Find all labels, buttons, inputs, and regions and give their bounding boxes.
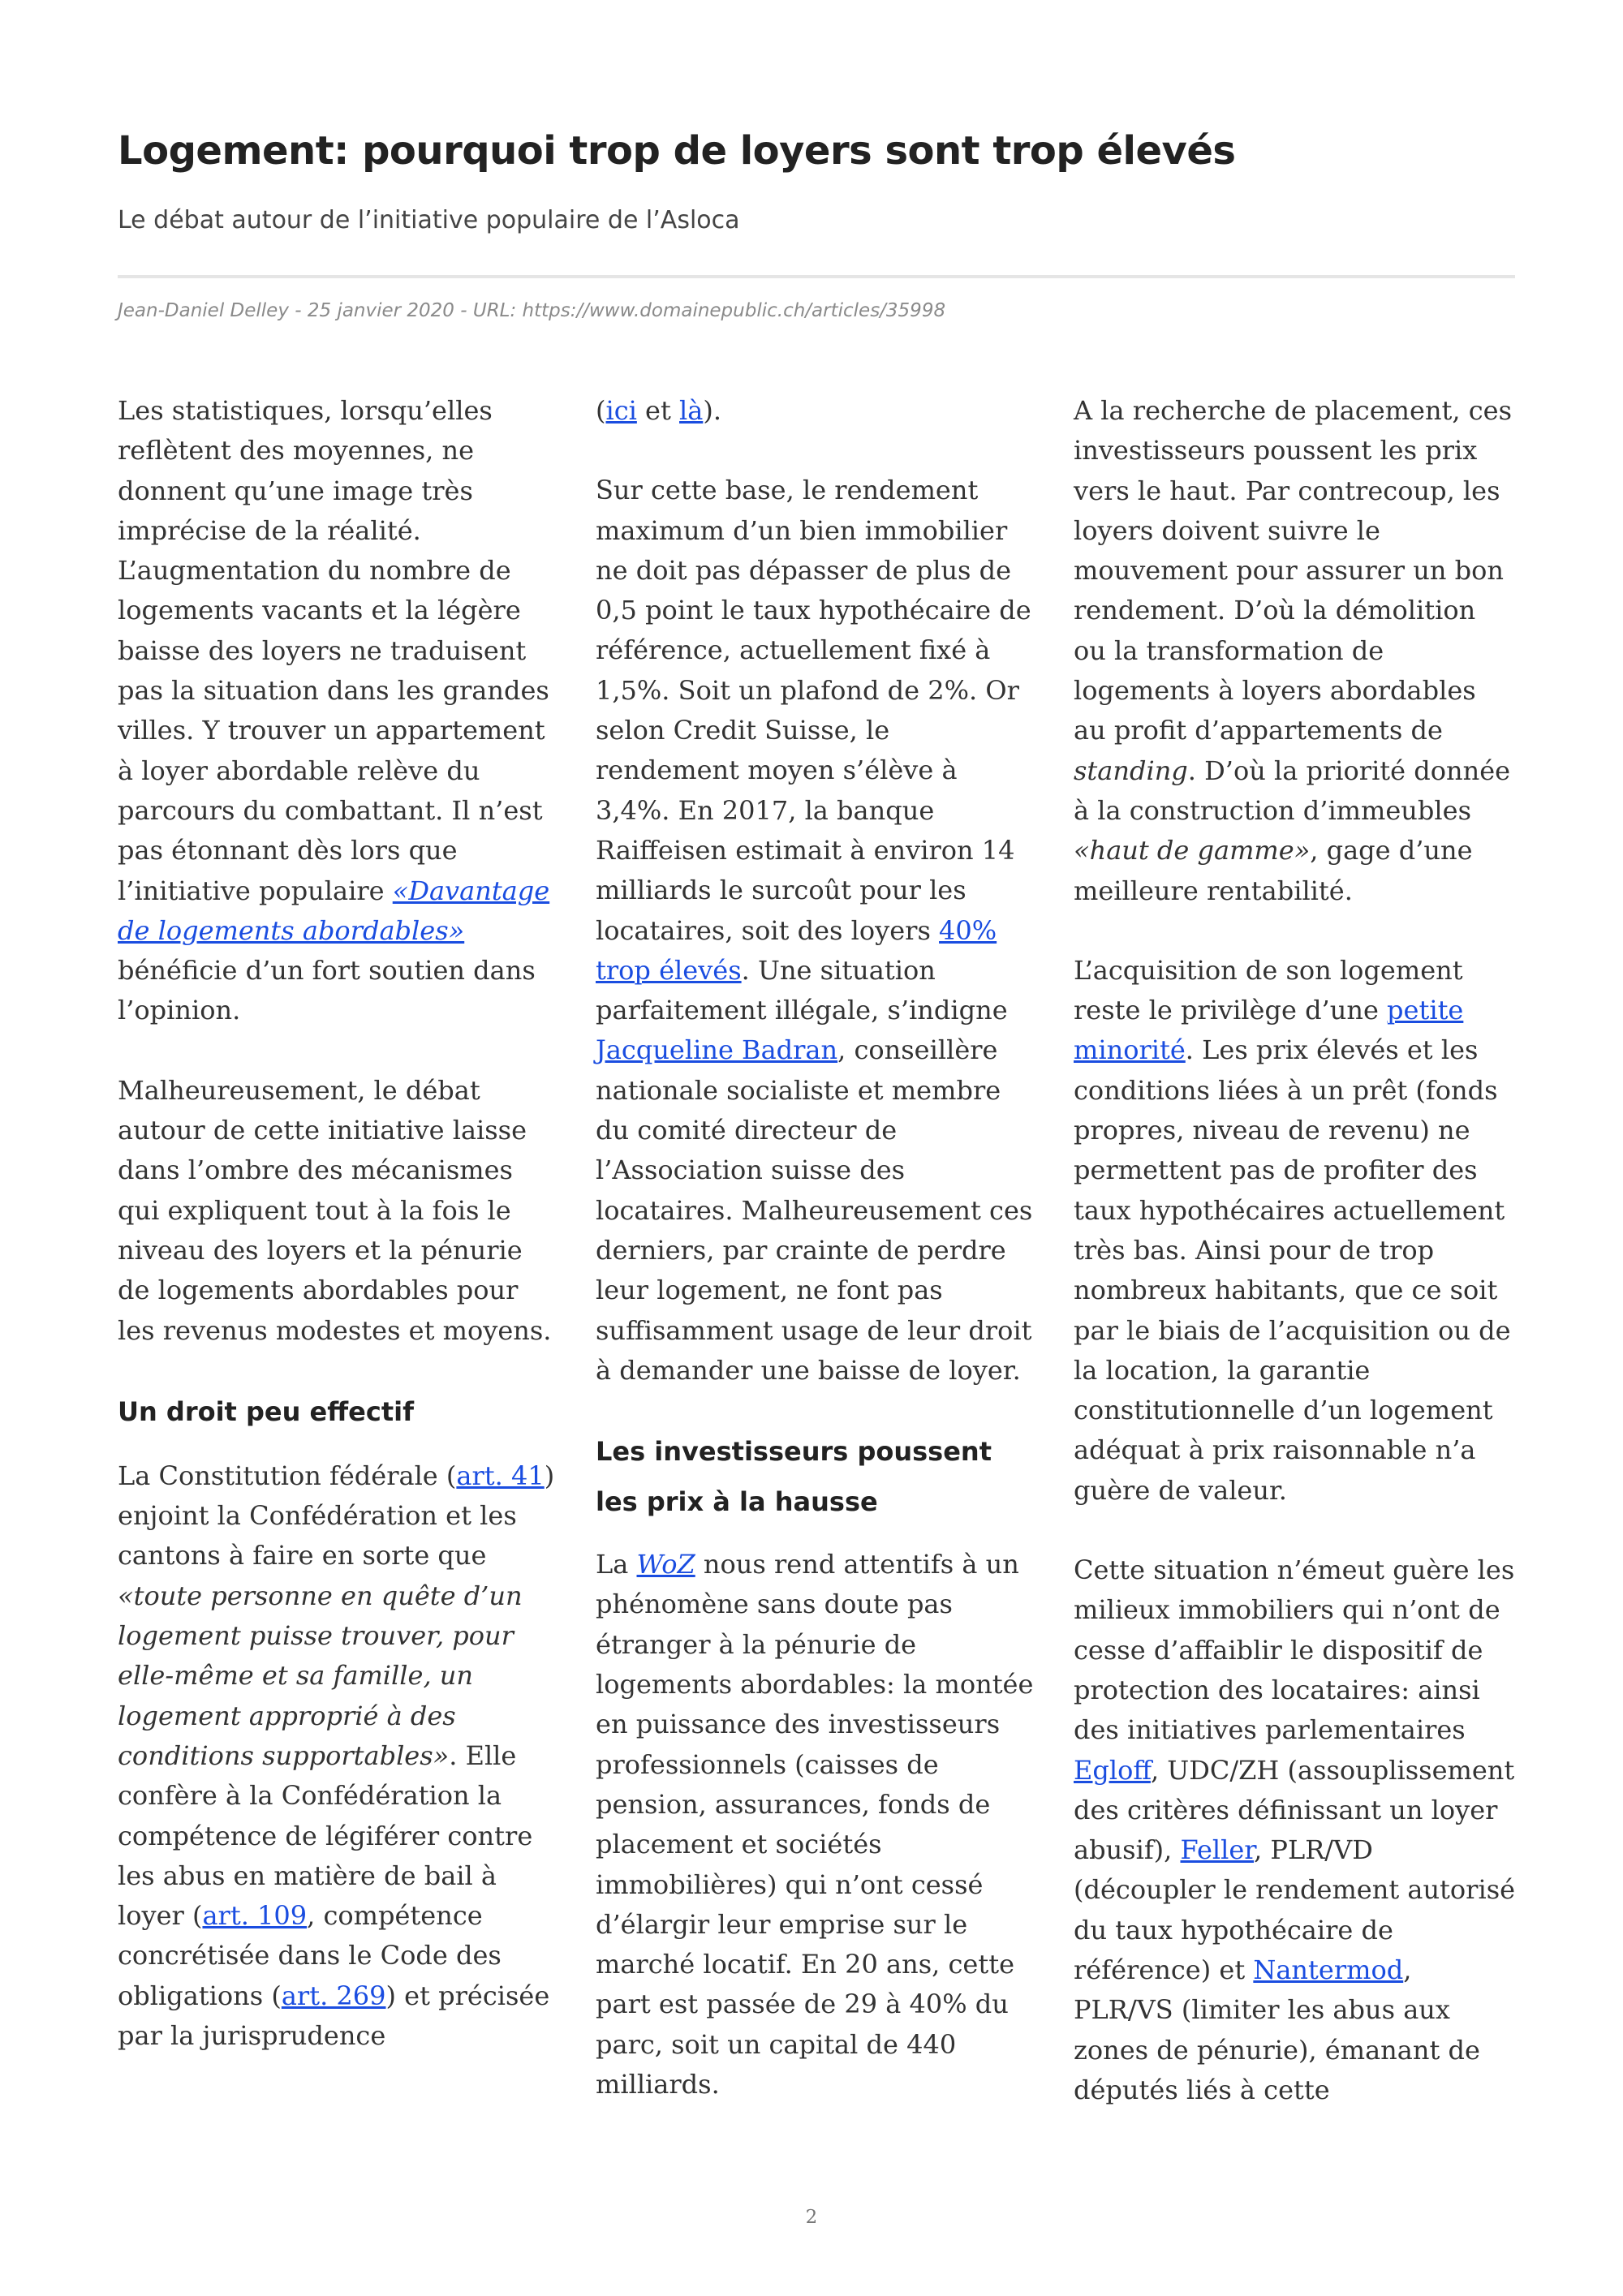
paragraph	[118, 391, 560, 1031]
text: , conseillère nationale socialiste et membre du comité directeur de l’Association suisse des locataires. Malheureusement ces derniers, par crainte de perdre leur logement, ne font pas suffisamment usage de leur droit à demander une baisse de loyer.	[596, 1034, 1033, 1386]
paragraph	[118, 1456, 560, 2056]
column-3	[1074, 391, 1516, 2150]
link-art-41[interactable]: art. 41	[456, 1460, 545, 1491]
article-subtitle: Le débat autour de l’initiative populaire de l’Asloca	[118, 206, 740, 234]
link-petite-minorite[interactable]: petite minorité	[1074, 995, 1464, 1066]
text: La	[596, 1549, 637, 1580]
article-meta: Jean-Daniel Delley - 25 janvier 2020 - URL: https://www.domainepublic.ch/articles/35998	[118, 300, 946, 321]
link-jacqueline-badran[interactable]: Jacqueline Badran	[596, 1034, 838, 1066]
page-number: 2	[805, 2207, 818, 2228]
text: ) enjoint la Confédération et les cantons à faire en sorte que	[118, 1460, 555, 1572]
paragraph: Malheureusement, le débat autour de cette initiative laisse dans l’ombre des mécanismes qui expliquent tout à la fois le niveau des loyers et la pénurie de logements abordables pour les revenus modestes et moyens.	[118, 1074, 552, 1346]
link-ici[interactable]: ici	[605, 395, 637, 426]
link-text: WoZ	[636, 1549, 695, 1580]
text: . Une situation parfaitement illégale, s’indigne	[596, 954, 1008, 1026]
text: , compétence concrétisée dans le Code des obligations (	[118, 1900, 502, 2011]
link-art-109[interactable]: art. 109	[202, 1900, 308, 1932]
text: . D’où la priorité donnée à la construction d’immeubles	[1074, 755, 1511, 826]
quote: «toute personne en quête d’un logement puisse trouver, pour elle-même et sa famille, un logement approprié à des conditions supportables»	[118, 1580, 523, 1771]
text: bénéficie d’un fort soutien dans l’opinion.	[118, 955, 536, 1026]
emphasis: «haut de gamme»	[1074, 835, 1311, 866]
link-art-269[interactable]: art. 269	[281, 1980, 386, 2011]
text: L’acquisition de son logement reste le privilège d’une	[1074, 954, 1463, 1026]
link-feller[interactable]: Feller	[1180, 1834, 1255, 1866]
emphasis: standing	[1074, 755, 1188, 786]
paragraph	[1074, 1550, 1516, 2110]
text: . Les prix élevés et les conditions liées à un prêt (fonds propres, niveau de revenu) ne permettent pas de profiter des taux hypothécaires actuellement très bas. Ainsi pour de trop nombreux habitants, que ce soit par le biais de l’acquisition ou de la location, la garantie constitutionnelle d’un logement adéquat à prix raisonnable n’a guère de valeur.	[1074, 1034, 1511, 1506]
paragraph	[1074, 391, 1516, 911]
column-1	[118, 391, 560, 2096]
text: Cette situation n’émeut guère les milieux immobiliers qui n’ont de cesse d’affaiblir le dispositif de protection des locataires: ainsi des initiatives parlementaires	[1074, 1554, 1515, 1746]
article-title: Logement: pourquoi trop de loyers sont trop élevés	[118, 128, 1236, 174]
paragraph	[596, 391, 1038, 431]
text: ).	[703, 395, 721, 426]
text: Sur cette base, le rendement maximum d’un bien immobilier ne doit pas dépasser de plus de 0,5 point le taux hypothécaire de référence, actuellement fixé à 1,5%. Soit un plafond de 2%. Or selon Credit Suisse, le rendement moyen s’élève à 3,4%. En 2017, la banque Raiffeisen estimait à environ 14 milliards le surcoût pour les locataires, soit des loyers	[596, 475, 1031, 946]
text: . Elle confère à la Confédération la compétence de légiférer contre les abus en matière de bail à loyer (	[118, 1739, 533, 1932]
text: , UDC/ZH (assouplissement des critères définissant un loyer abusif),	[1074, 1754, 1515, 1866]
text: A la recherche de placement, ces investisseurs poussent les prix vers le haut. Par contrecoup, les loyers doivent suivre le mouvement pour assurer un bon rendement. D’où la démolition ou la transformation de logements à loyers abordables au profit d’appartements de	[1074, 395, 1513, 746]
link-40-percent[interactable]: 40% trop élevés	[596, 914, 997, 986]
section-heading: Un droit peu effectif	[118, 1395, 414, 1427]
paragraph	[596, 1545, 1038, 2105]
link-text: «Davantage de logements abordables»	[118, 875, 550, 946]
text: , gage d’une meilleure rentabilité.	[1074, 835, 1473, 906]
paragraph	[596, 471, 1038, 1391]
text: , PLR/VD (découpler le rendement autorisé du taux hypothécaire de référence) et	[1074, 1834, 1516, 1985]
paragraph	[1074, 951, 1516, 1511]
text: (	[596, 395, 606, 426]
link-la[interactable]: là	[679, 395, 704, 426]
link-woz[interactable]	[637, 1549, 695, 1580]
column-2	[596, 391, 1038, 2144]
text: et	[636, 395, 680, 426]
link-nantermod[interactable]: Nantermod	[1253, 1954, 1404, 1985]
text: La Constitution fédérale (	[118, 1460, 457, 1491]
header-divider	[118, 275, 1515, 278]
text: nous rend attentifs à un phénomène sans doute pas étranger à la pénurie de logements abordables: la montée en puissance des investisseurs professionnels (caisses de pension, assurances, fonds de placement et sociétés immobilières) qui n’ont cessé d’élargir leur emprise sur le marché locatif. En 20 ans, cette part est passée de 29 à 40% du parc, soit un capital de 440 milliards.	[596, 1549, 1034, 2100]
section-heading: Les investisseurs poussent les prix à la hausse	[596, 1436, 992, 1518]
text: ) et précisée par la jurisprudence	[118, 1980, 550, 2051]
text: , PLR/VS (limiter les abus aux zones de pénurie), émanant de députés liés à cette	[1074, 1954, 1480, 2105]
text: Les statistiques, lorsqu’elles reflètent des moyennes, ne donnent qu’une image très imprécise de la réalité. L’augmentation du nombre de logements vacants et la légère baisse des loyers ne traduisent pas la situation dans les grandes villes. Y trouver un appartement à loyer abordable relève du parcours du combattant. Il n’est pas étonnant dès lors que l’initiative populaire	[118, 395, 549, 906]
link-egloff[interactable]: Egloff	[1074, 1754, 1151, 1786]
